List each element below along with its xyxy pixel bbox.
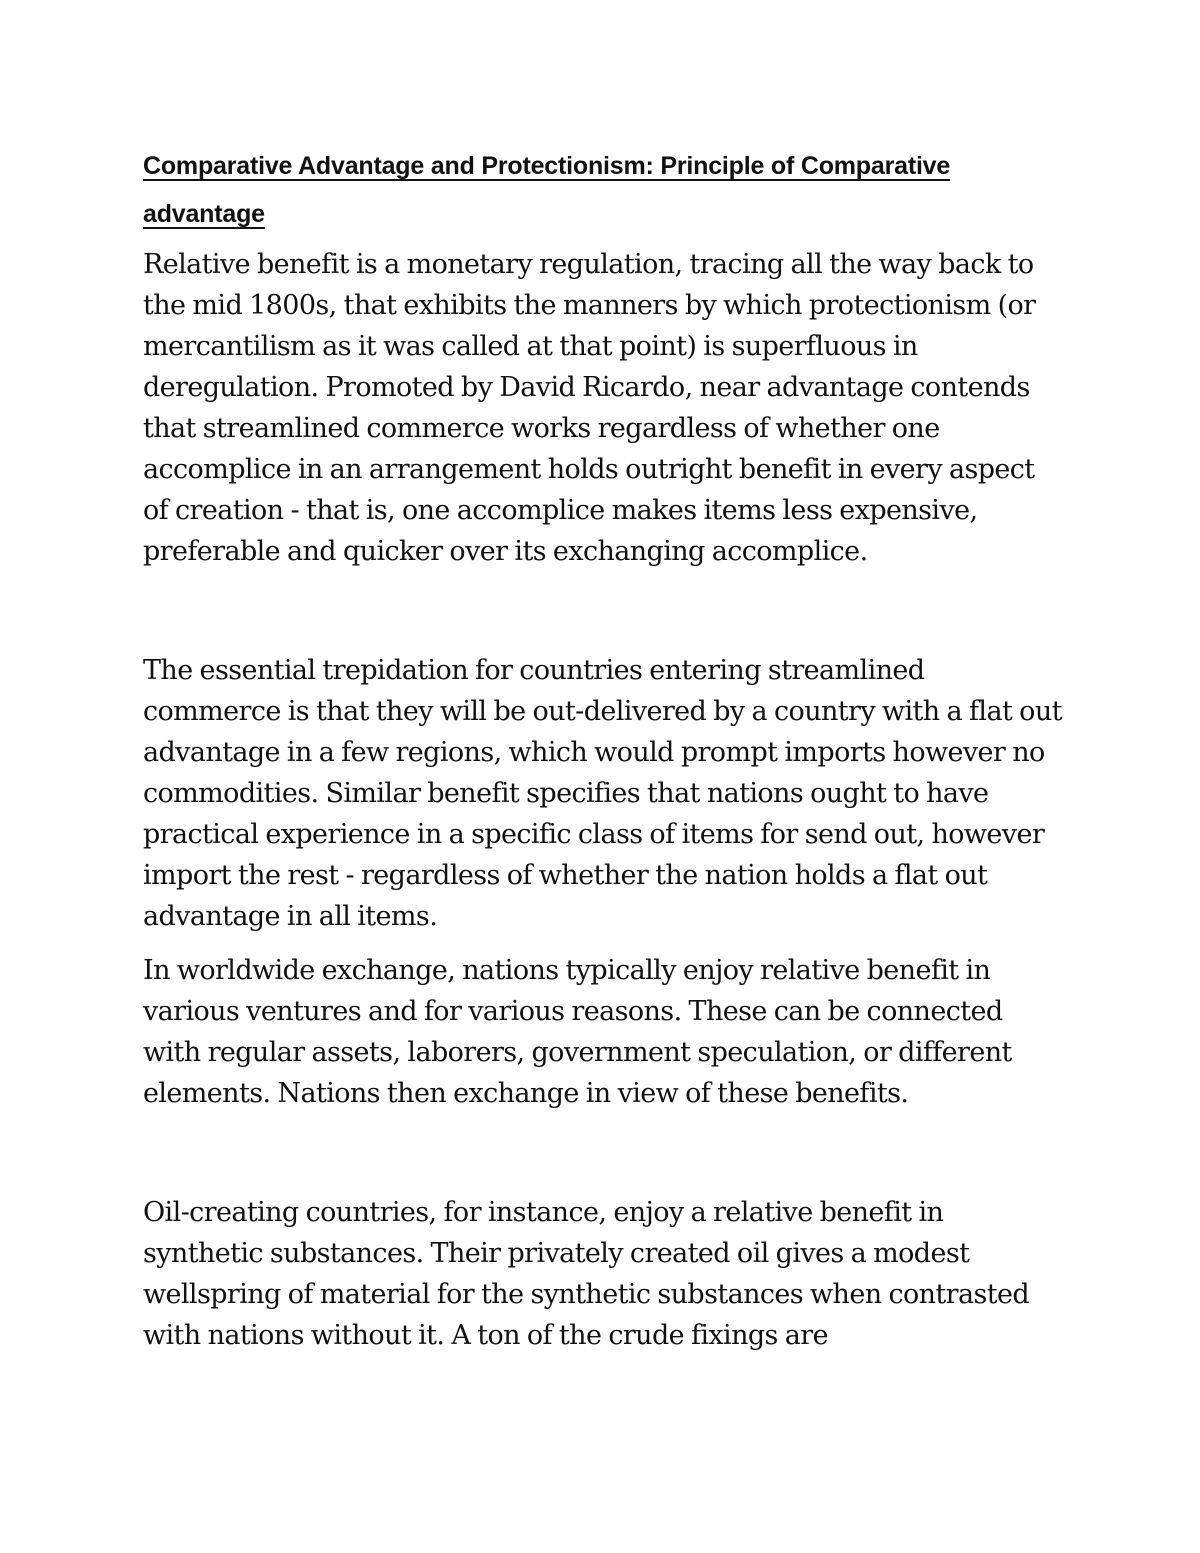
paragraph-spacer — [143, 1114, 1063, 1192]
paragraph-4: Oil-creating countries, for instance, enjoy a relative benefit in synthetic substances. Their privately created oil gives a modest wellspring of material for the synthetic substances when contrasted with nations without it. A ton of the crude fixings are — [143, 1197, 1030, 1351]
document-title: Comparative Advantage and Protectionism: Principle of Comparative advantage — [143, 152, 951, 228]
document-body — [143, 142, 1063, 1356]
paragraph-1: Relative benefit is a monetary regulation, tracing all the way back to the mid 1800s, that exhibits the manners by which protectionism (or mercantilism as it was called at that point) is superfluous in deregulation. Promoted by David Ricardo, near advantage contends that streamlined commerce works regardless of whether one accomplice in an arrangement holds outright benefit in every aspect of creation - that is, one accomplice makes items less expensive, preferable and quicker over its exchanging accomplice. — [143, 249, 1036, 567]
paragraph-3: In worldwide exchange, nations typically enjoy relative benefit in various ventures and for various reasons. These can be connected with regular assets, laborers, government speculation, or different elements. Nations then exchange in view of these benefits. — [143, 955, 1012, 1109]
paragraph-spacer — [143, 937, 1063, 950]
paragraph-2: The essential trepidation for countries entering streamlined commerce is that they will be out-delivered by a country with a flat out advantage in a few regions, which would prompt imports however no commodities. Similar benefit specifies that nations ought to have practical experience in a specific class of items for send out, however import the rest - regardless of whether the nation holds a flat out advantage in all items. — [143, 655, 1062, 932]
paragraph-spacer — [143, 572, 1063, 650]
